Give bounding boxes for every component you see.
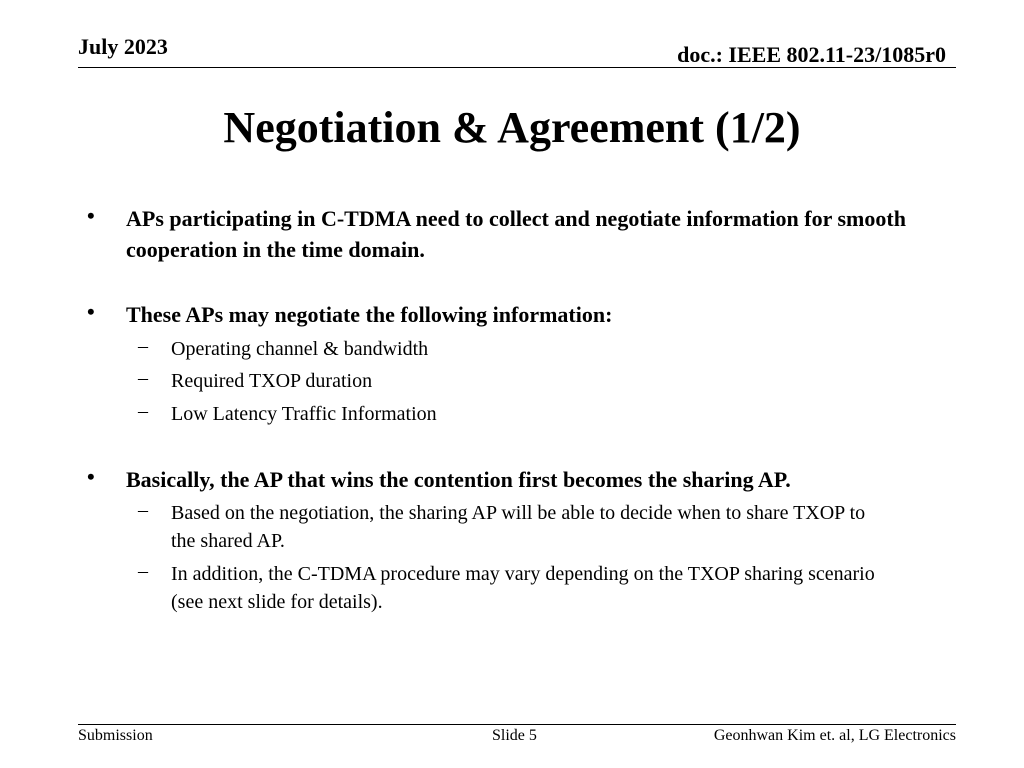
- bullet-2-text: These APs may negotiate the following information:: [126, 302, 613, 327]
- slide-title: Negotiation & Agreement (1/2): [223, 103, 801, 152]
- bullet-marker: •: [87, 464, 95, 489]
- bullet-2-sub-3: Low Latency Traffic Information: [171, 403, 437, 425]
- bullet-3-sub-2: In addition, the C-TDMA procedure may vary depending on the TXOP sharing scenario (see next slide for details).: [171, 563, 875, 613]
- footer-rule: [78, 724, 956, 725]
- sub-bullet-marker: –: [138, 560, 148, 582]
- header-rule: [78, 67, 956, 68]
- bullet-3-sub-1: Based on the negotiation, the sharing AP will be able to decide when to share TXOP to the shared AP.: [171, 502, 866, 552]
- footer-author: Geonhwan Kim et. al, LG Electronics: [713, 727, 956, 744]
- footer-submission: Submission: [78, 727, 153, 744]
- footer-slide-number: Slide 5: [492, 727, 537, 744]
- header-date: July 2023: [78, 34, 168, 59]
- bullet-2-sub-2: Required TXOP duration: [171, 370, 373, 392]
- bullet-marker: •: [87, 299, 95, 324]
- sub-bullet-marker: –: [138, 499, 148, 521]
- bullet-marker: •: [87, 203, 95, 228]
- sub-bullet-marker: –: [138, 400, 148, 422]
- header-doc-id: doc.: IEEE 802.11-23/1085r0: [677, 42, 946, 67]
- sub-bullet-marker: –: [138, 367, 148, 389]
- sub-bullet-marker: –: [138, 335, 148, 357]
- bullet-2-sub-1: Operating channel & bandwidth: [171, 338, 429, 360]
- bullet-3-text: Basically, the AP that wins the contention first becomes the sharing AP.: [126, 467, 791, 492]
- bullet-1-text: APs participating in C-TDMA need to collect and negotiate information for smooth cooperation in the time domain.: [126, 206, 906, 262]
